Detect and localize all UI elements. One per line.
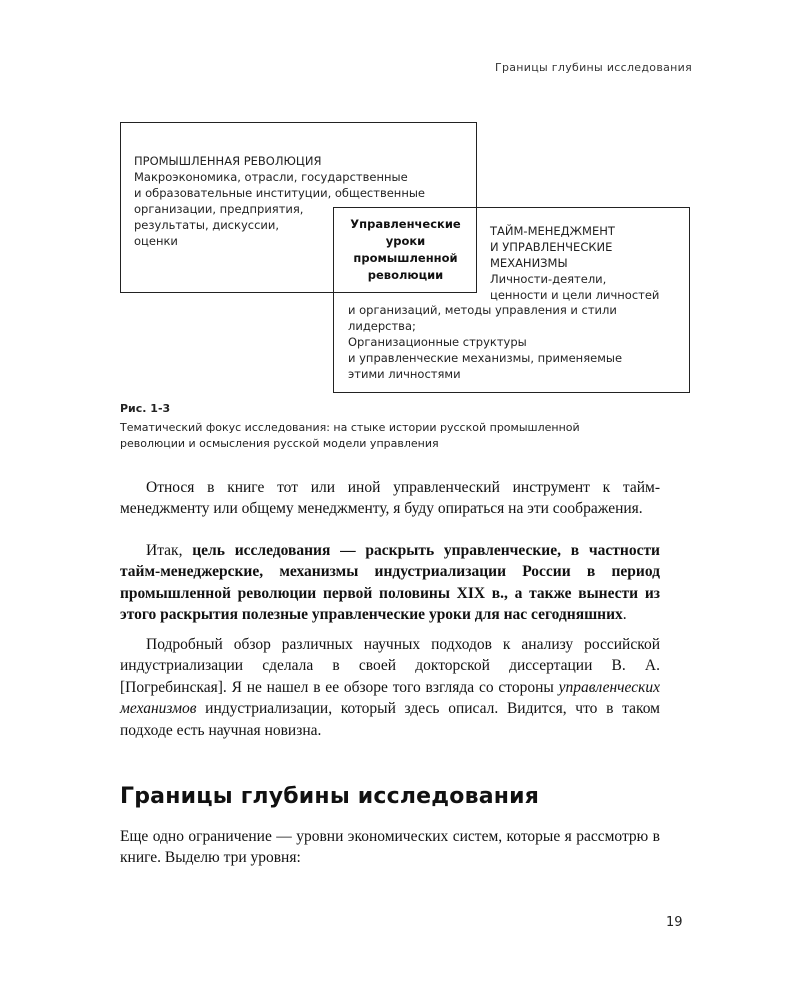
research-goal-emphasis: цель исследования — раскрыть управленческие, в частности тайм-менеджерские, механизмы индустриализации России в период промышленной революции первой половины XIX в., а также вынести из этого раскрытия полезные управленческие уроки для нас сегодняшних — [120, 542, 660, 624]
figure-diagram — [0, 0, 800, 400]
left-box-line: Макроэкономика, отрасли, государственные — [134, 170, 408, 184]
right-box-title: МЕХАНИЗМЫ — [490, 256, 568, 270]
body-paragraph-3 — [120, 634, 660, 741]
center-line: Управленческие — [350, 217, 461, 231]
paragraph-end: . — [622, 606, 627, 624]
center-line: уроки — [385, 234, 426, 248]
paragraph-part: Подробный обзор различных научных подходов к анализу российской индустриализации сделала в своей докторской диссертации В. А. [Погребинская]. Я не нашел в ее обзоре того взгляда со стороны — [120, 636, 660, 696]
page-number: 19 — [666, 915, 683, 930]
center-line: революции — [367, 268, 444, 282]
right-box-line: Личности-деятели, — [490, 272, 607, 286]
paragraph-text — [120, 634, 660, 741]
section-heading: Границы глубины исследования — [120, 784, 540, 809]
left-box-title: ПРОМЫШЛЕННАЯ РЕВОЛЮЦИЯ — [134, 154, 322, 168]
paragraph-part: индустриализации, который здесь описал. Видится, что в таком подходе есть научная новизна. — [120, 700, 660, 739]
right-box-line: и управленческие механизмы, применяемые — [348, 351, 623, 365]
caption-line: Тематический фокус исследования: на стыке истории русской промышленной — [120, 421, 580, 434]
right-box-line: этими личностями — [348, 367, 461, 381]
left-box-line: организации, предприятия, — [134, 202, 304, 216]
body-paragraph-1 — [120, 477, 660, 520]
center-intersection — [335, 209, 476, 291]
paragraph-text: Еще одно ограничение — уровни экономических систем, которые я рассмотрю в книге. Выделю три уровня: — [120, 828, 660, 867]
right-box-title: И УПРАВЛЕНЧЕСКИЕ — [490, 240, 613, 254]
right-box-line: и организаций, методы управления и стили — [348, 303, 617, 317]
italic-emphasis: управленческих механизмов — [120, 678, 660, 718]
running-head: Границы глубины исследования — [494, 61, 692, 74]
paragraph-intro: Итак, — [146, 542, 193, 559]
right-box-line: ценности и цели личностей — [490, 288, 660, 302]
body-paragraph-2 — [120, 540, 660, 626]
right-box-line: лидерства; — [348, 319, 416, 333]
center-line: промышленной — [353, 251, 458, 265]
right-box-text-top — [490, 223, 659, 303]
right-box-line: Организационные структуры — [348, 335, 527, 349]
left-box-line: оценки — [134, 234, 178, 248]
right-box-title: ТАЙМ-МЕНЕДЖМЕНТ — [490, 224, 615, 238]
figure-caption — [120, 401, 580, 452]
left-box-line: и образовательные институции, общественные — [134, 186, 425, 200]
body-paragraph-4 — [120, 826, 660, 869]
caption-line: революции и осмысления русской модели управления — [120, 437, 439, 450]
left-box-line: результаты, дискуссии, — [134, 218, 280, 232]
caption-label: Рис. 1-3 — [120, 402, 171, 415]
paragraph-text — [120, 540, 660, 626]
paragraph-text: Относя в книге тот или иной управленческий инструмент к тайм-менеджменту или общему менеджменту, я буду опираться на эти соображения. — [120, 479, 660, 518]
right-box-text-bottom — [348, 302, 622, 382]
